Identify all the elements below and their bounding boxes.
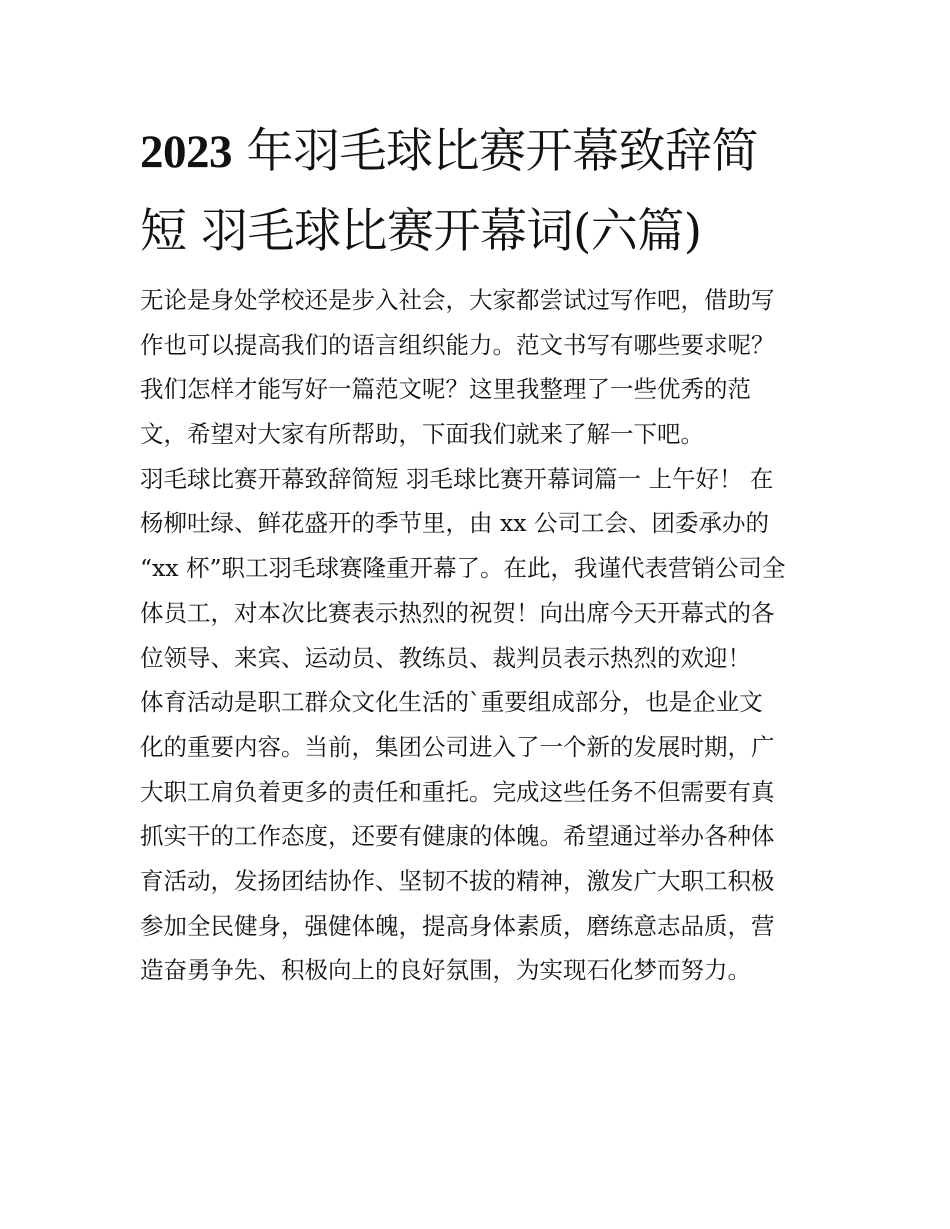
body-line: 体员工，对本次比赛表示热烈的祝贺！向出席今天开幕式的各 — [140, 598, 775, 627]
body-line: 参加全民健身，强健体魄，提高身体素质，磨练意志品质，营 — [140, 911, 775, 940]
title-year: 2023 — [140, 126, 232, 178]
body-line: 我们怎样才能写好一篇范文呢？这里我整理了一些优秀的范 — [140, 375, 751, 404]
body-line: 育活动，发扬团结协作、坚韧不拔的精神，激发广大职工积极 — [140, 866, 775, 895]
document-body — [140, 278, 820, 993]
body-line: 羽毛球比赛开幕致辞简短 羽毛球比赛开幕词篇一 上午好！ 在 — [140, 464, 774, 493]
body-line: 位领导、来宾、运动员、教练员、裁判员表示热烈的欢迎！ — [140, 643, 751, 672]
title-line-2: 短 羽毛球比赛开幕词(六篇) — [140, 204, 702, 259]
body-line: 大职工肩负着更多的责任和重托。完成这些任务不但需要有真 — [140, 777, 775, 806]
body-line: 杨柳吐绿、鲜花盛开的季节里，由 xx 公司工会、团委承办的 — [140, 509, 769, 538]
body-line: 化的重要内容。当前，集团公司进入了一个新的发展时期，广 — [140, 732, 775, 761]
body-line: “xx 杯”职工羽毛球赛隆重开幕了。在此，我谨代表营销公司全 — [140, 554, 786, 583]
body-line: 文，希望对大家有所帮助，下面我们就来了解一下吧。 — [140, 420, 704, 449]
body-line: 无论是身处学校还是步入社会，大家都尝试过写作吧，借助写 — [140, 286, 775, 314]
title-line-1 — [140, 112, 820, 192]
body-line: 造奋勇争先、积极向上的良好氛围，为实现石化梦而努力。 — [140, 956, 751, 985]
body-line: 作也可以提高我们的语言组织能力。范文书写有哪些要求呢？ — [140, 330, 775, 359]
body-line: 体育活动是职工群众文化生活的`重要组成部分，也是企业文 — [140, 688, 763, 717]
body-line: 抓实干的工作态度，还要有健康的体魄。希望通过举办各种体 — [140, 822, 775, 851]
document-title — [140, 112, 820, 271]
title-line-1-text: 年羽毛球比赛开幕致辞简 — [232, 124, 758, 179]
